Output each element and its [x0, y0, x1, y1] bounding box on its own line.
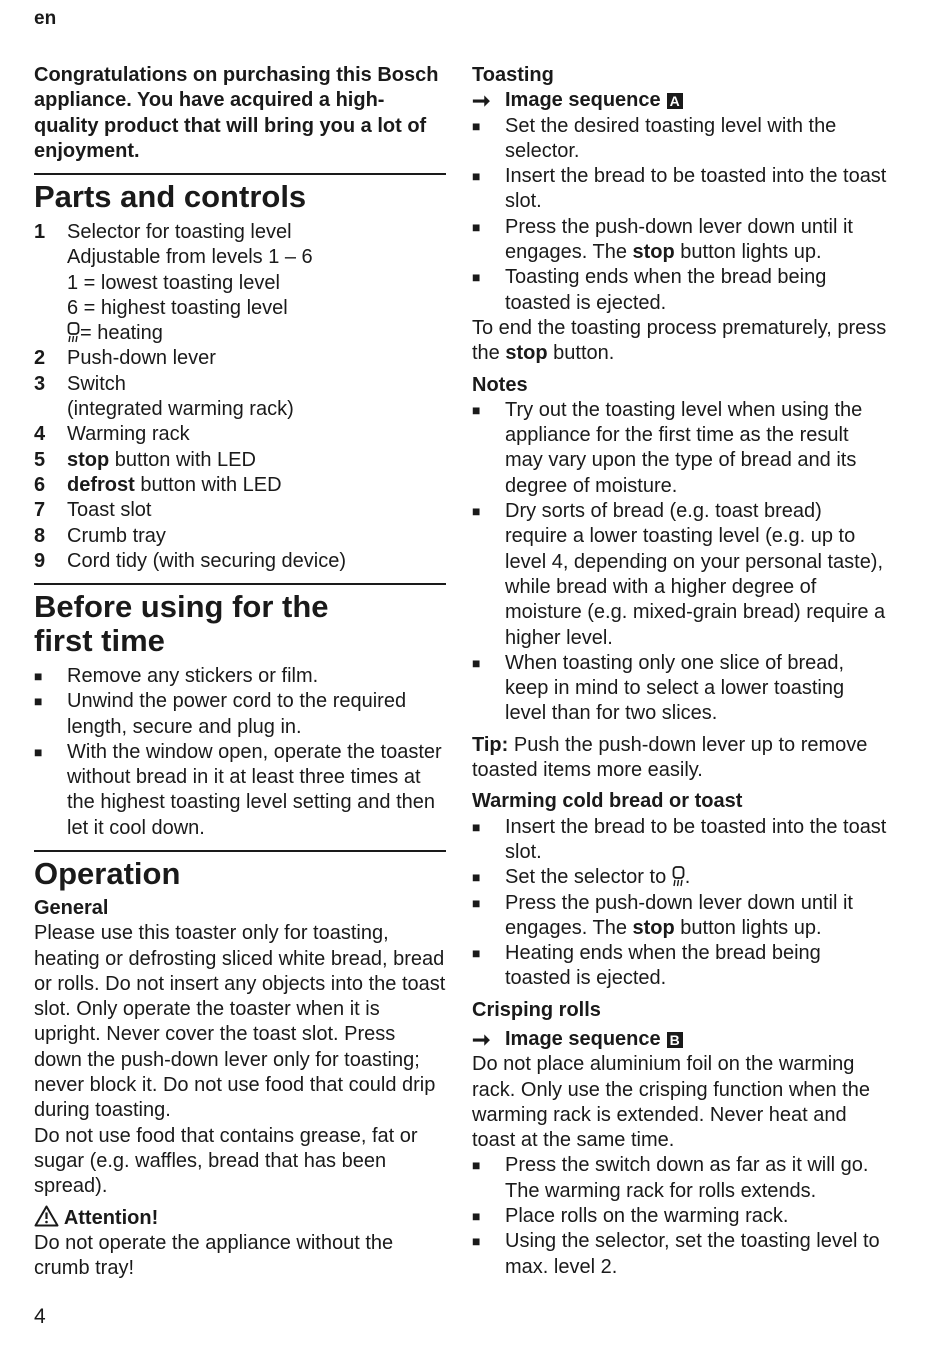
- attention-label: Attention!: [63, 1206, 159, 1229]
- part-item: [34, 498, 446, 523]
- general-paragraph: Do not use food that contains grease, fat or sugar (e.g. waffles, bread that has been spread).: [34, 1124, 418, 1198]
- list-item: [472, 815, 887, 866]
- parts-list: [34, 220, 446, 574]
- text-part: Push the push-down lever up to remove toasted items more easily.: [472, 733, 868, 782]
- bullet-icon: ■: [472, 503, 481, 520]
- warming-heading: Warming cold bread or toast: [472, 790, 743, 813]
- list-item: [472, 114, 887, 165]
- list-item: [472, 941, 887, 992]
- list-item: [472, 651, 887, 727]
- list-item: [472, 164, 887, 215]
- list-item-text: With the window open, operate the toaster without bread in it at least three times at the highest toasting level setting and then let it cool down.: [67, 740, 442, 839]
- list-item-text: Try out the toasting level when using the appliance for the first time as the result may vary upon the type of bread and its degree of moisture.: [505, 398, 863, 497]
- part-item: [34, 473, 446, 498]
- part-line: Selector for toasting level: [67, 221, 292, 243]
- attention-text: Do not operate the appliance without the crumb tray!: [34, 1231, 394, 1280]
- part-text: button with LED: [109, 448, 256, 471]
- bullet-icon: ■: [472, 818, 481, 835]
- text-part: button lights up.: [674, 916, 822, 939]
- part-item: [34, 220, 446, 346]
- part-bold: stop: [67, 448, 110, 471]
- part-bold: defrost: [67, 473, 135, 496]
- bullet-icon: ■: [472, 1157, 481, 1174]
- part-line-text: = heating: [80, 322, 163, 345]
- list-item: [472, 265, 887, 316]
- toasting-heading: Toasting: [472, 64, 554, 86]
- list-item-text: Toasting ends when the bread being toasted is ejected.: [505, 266, 827, 314]
- part-text: Toast slot: [67, 499, 152, 522]
- list-item-text: Press the switch down as far as it will go. The warming rack for rolls extends.: [505, 1154, 869, 1202]
- bullet-icon: ■: [472, 1233, 481, 1250]
- list-item: [34, 664, 446, 689]
- list-item-text: When toasting only one slice of bread, keep in mind to select a lower toasting level than for two slices.: [505, 651, 845, 725]
- part-number: 4: [34, 423, 46, 446]
- list-item: [472, 865, 887, 890]
- part-number: 5: [34, 448, 46, 471]
- part-number: 9: [34, 549, 46, 572]
- list-item: [472, 215, 887, 266]
- bullet-icon: ■: [34, 743, 43, 760]
- part-number: 2: [34, 347, 46, 370]
- heating-icon: [67, 322, 80, 343]
- general-heading: General: [34, 897, 109, 919]
- part-item: [34, 422, 446, 447]
- list-item-text: Remove any stickers or film.: [67, 665, 319, 687]
- crisping-heading: Crisping rolls: [472, 998, 601, 1021]
- image-sequence-label: Image sequence: [505, 1027, 661, 1050]
- part-line: [67, 321, 313, 346]
- heating-icon: [672, 866, 685, 887]
- part-text: button with LED: [134, 473, 282, 496]
- list-item-text: [505, 215, 887, 266]
- list-item-text: Insert the bread to be toasted into the toast slot.: [505, 815, 887, 863]
- part-line: Switch: [67, 372, 126, 395]
- part-item: [34, 448, 446, 473]
- part-text: Push-down lever: [67, 347, 216, 370]
- image-sequence-ref: [472, 88, 887, 113]
- list-item: [472, 891, 887, 942]
- list-item-text: Place rolls on the warming rack.: [505, 1205, 789, 1228]
- part-text: Cord tidy (with securing device): [67, 549, 346, 572]
- before-heading-line: first time: [34, 623, 165, 658]
- stop-label: stop: [505, 342, 548, 365]
- text-part: To end the toasting process prematurely, press the: [472, 316, 887, 365]
- bullet-icon: ■: [472, 218, 481, 235]
- language-code: en: [34, 8, 57, 29]
- page-number: 4: [34, 1305, 46, 1328]
- list-item: [472, 1229, 887, 1280]
- part-line: 1 = lowest toasting level: [67, 271, 280, 294]
- part-number: 8: [34, 524, 46, 547]
- operation-heading: Operation: [34, 856, 181, 891]
- arrow-right-icon: ➞: [472, 1026, 491, 1052]
- part-number: 1: [34, 221, 46, 243]
- general-paragraph: Please use this toaster only for toasting, heating or defrosting sliced white bread, bread or rolls. Do not insert any objects into the toast slot. Only operate the toaster when it is upright. Never cover the toast slot. Press down the push-down lever only for toasting; never block it. Do not use food that could drip during toasting.: [34, 922, 446, 1122]
- list-item-text: Insert the bread to be toasted into the toast slot.: [505, 165, 887, 213]
- bullet-icon: ■: [34, 668, 43, 684]
- list-item-text: Using the selector, set the toasting level to max. level 2.: [505, 1230, 880, 1278]
- stop-label: stop: [632, 916, 675, 939]
- image-sequence-label: Image sequence: [505, 89, 661, 112]
- intro-text: Congratulations on purchasing this Bosch appliance. You have acquired a high-quality product that will bring you a lot of enjoyment.: [34, 64, 439, 162]
- image-sequence-letter: B: [667, 1032, 683, 1048]
- list-item-text: Heating ends when the bread being toasted is ejected.: [505, 942, 821, 990]
- list-item-text: Set the desired toasting level with the selector.: [505, 114, 837, 162]
- list-item: [472, 499, 887, 651]
- text-part: button.: [547, 342, 615, 365]
- arrow-right-icon: ➞: [472, 88, 491, 114]
- tip-text: [472, 733, 887, 784]
- before-heading: [34, 590, 329, 658]
- part-line: Adjustable from levels 1 – 6: [67, 246, 313, 269]
- image-sequence-letter: A: [667, 93, 683, 109]
- before-heading-line: Before using for the: [34, 589, 329, 624]
- toasting-end-text: [472, 316, 887, 367]
- list-item-text: [505, 891, 887, 942]
- part-item: [34, 346, 446, 371]
- part-number: 7: [34, 499, 46, 522]
- parts-heading: Parts and controls: [34, 179, 307, 214]
- text-part: .: [684, 866, 691, 889]
- text-part: Set the selector to: [505, 866, 672, 889]
- right-column: [472, 63, 887, 1280]
- bullet-icon: ■: [472, 945, 481, 962]
- part-item: [34, 372, 446, 423]
- crisping-intro: Do not place aluminium foil on the warming rack. Only use the crisping function when the warming rack is extended. Never heat and toast at the same time.: [472, 1053, 870, 1152]
- bullet-icon: ■: [472, 401, 481, 418]
- divider: [34, 850, 446, 852]
- tip-label: Tip:: [472, 733, 509, 756]
- operation-body: [34, 896, 446, 1281]
- list-item: [472, 1153, 887, 1204]
- text-part: Press the push-down lever down until it engages. The: [505, 891, 853, 939]
- bullet-icon: ■: [34, 693, 43, 710]
- list-item-text: [505, 865, 690, 890]
- divider: [34, 173, 446, 175]
- part-text: Crumb tray: [67, 524, 166, 547]
- list-item-text: Dry sorts of bread (e.g. toast bread) require a lower toasting level (e.g. up to level 4, depending on your personal taste), while bread with a higher degree of moisture (e.g. mixed-grain bread) require a higher level.: [505, 500, 886, 649]
- list-item: [472, 1204, 887, 1229]
- part-number: 3: [34, 372, 46, 395]
- bullet-icon: ■: [472, 869, 481, 886]
- list-item: [34, 689, 446, 740]
- divider: [34, 583, 446, 585]
- text-part: button lights up.: [674, 241, 822, 264]
- text-part: Press the push-down lever down until it engages. The: [505, 215, 853, 264]
- stop-label: stop: [632, 241, 675, 264]
- bullet-icon: ■: [472, 117, 481, 134]
- notes-heading: Notes: [472, 373, 528, 396]
- before-list: [34, 664, 446, 841]
- list-item-text: Unwind the power cord to the required length, secure and plug in.: [67, 690, 407, 738]
- bullet-icon: ■: [472, 168, 481, 185]
- list-item: [472, 398, 887, 499]
- bullet-icon: ■: [472, 1208, 481, 1225]
- part-line: 6 = highest toasting level: [67, 296, 288, 319]
- bullet-icon: ■: [472, 654, 481, 671]
- bullet-icon: ■: [472, 894, 481, 911]
- list-item: [34, 740, 446, 841]
- image-sequence-ref: [472, 1027, 887, 1052]
- part-item: [34, 549, 446, 574]
- attention-heading: [34, 1205, 446, 1231]
- part-item: [34, 524, 446, 549]
- warning-icon: [34, 1205, 59, 1227]
- part-text: Warming rack: [67, 423, 190, 446]
- part-line: (integrated warming rack): [67, 398, 294, 421]
- part-number: 6: [34, 473, 46, 496]
- bullet-icon: ■: [472, 269, 481, 286]
